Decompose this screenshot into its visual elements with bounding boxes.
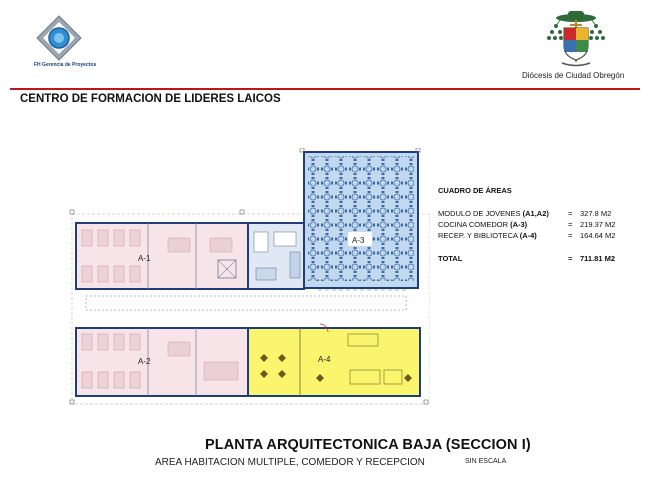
- areas-row-label: MODULO DE JOVENES: [438, 209, 523, 218]
- dining-tables: [308, 156, 414, 281]
- areas-total-value: 711.81 M2: [580, 254, 616, 263]
- areas-row-label: RECEP. Y BIBLIOTECA: [438, 231, 520, 240]
- floor-plan: [68, 148, 430, 410]
- zone-a4-block: [248, 328, 420, 396]
- zone-a1-label: A-1: [138, 254, 151, 263]
- areas-total-eq: =: [568, 254, 573, 263]
- areas-row-value: 327.8 M2: [580, 209, 612, 218]
- zone-a4-label: A-4: [318, 355, 331, 364]
- areas-row-eq: =: [568, 220, 573, 229]
- company-caption: FH Gerencia de Proyectos: [34, 62, 97, 68]
- areas-table: [438, 186, 638, 265]
- areas-row-eq: =: [568, 209, 573, 218]
- company-diamond-icon: [34, 14, 84, 62]
- diocese-name: Diócesis de Ciudad Obregón: [522, 71, 625, 80]
- header-divider: [10, 88, 640, 90]
- areas-row-label: COCINA COMEDOR: [438, 220, 511, 229]
- areas-row-value: 164.64 M2: [580, 231, 616, 240]
- areas-row-jovenes: [438, 209, 638, 220]
- areas-table-title: CUADRO DE ÁREAS: [438, 186, 512, 195]
- plan-subtitle: AREA HABITACION MULTIPLE, COMEDOR Y RECEPCION: [155, 457, 425, 468]
- areas-row-value: 219.37 M2: [580, 220, 616, 229]
- corridor: [86, 296, 406, 310]
- scale-note: SIN ESCALA: [465, 458, 507, 465]
- project-title: CENTRO DE FORMACION DE LIDERES LAICOS: [20, 93, 281, 105]
- diocese-coat-of-arms: [540, 8, 612, 70]
- zone-a2-label: A-2: [138, 357, 151, 366]
- areas-row-code: (A-3): [510, 220, 528, 229]
- areas-row-recepcion: [438, 231, 638, 242]
- areas-row-code: (A-4): [519, 231, 537, 240]
- zone-a3-label: A-3: [352, 236, 365, 245]
- areas-row-comedor: [438, 220, 638, 231]
- areas-row-eq: =: [568, 231, 573, 240]
- areas-row-total: [438, 254, 638, 265]
- coat-of-arms-icon: [540, 8, 612, 70]
- areas-row-code: (A1,A2): [522, 209, 549, 218]
- plan-title: PLANTA ARQUITECTONICA BAJA (SECCION I): [205, 437, 531, 453]
- areas-total-label: TOTAL: [438, 254, 463, 263]
- company-logo: [34, 14, 104, 74]
